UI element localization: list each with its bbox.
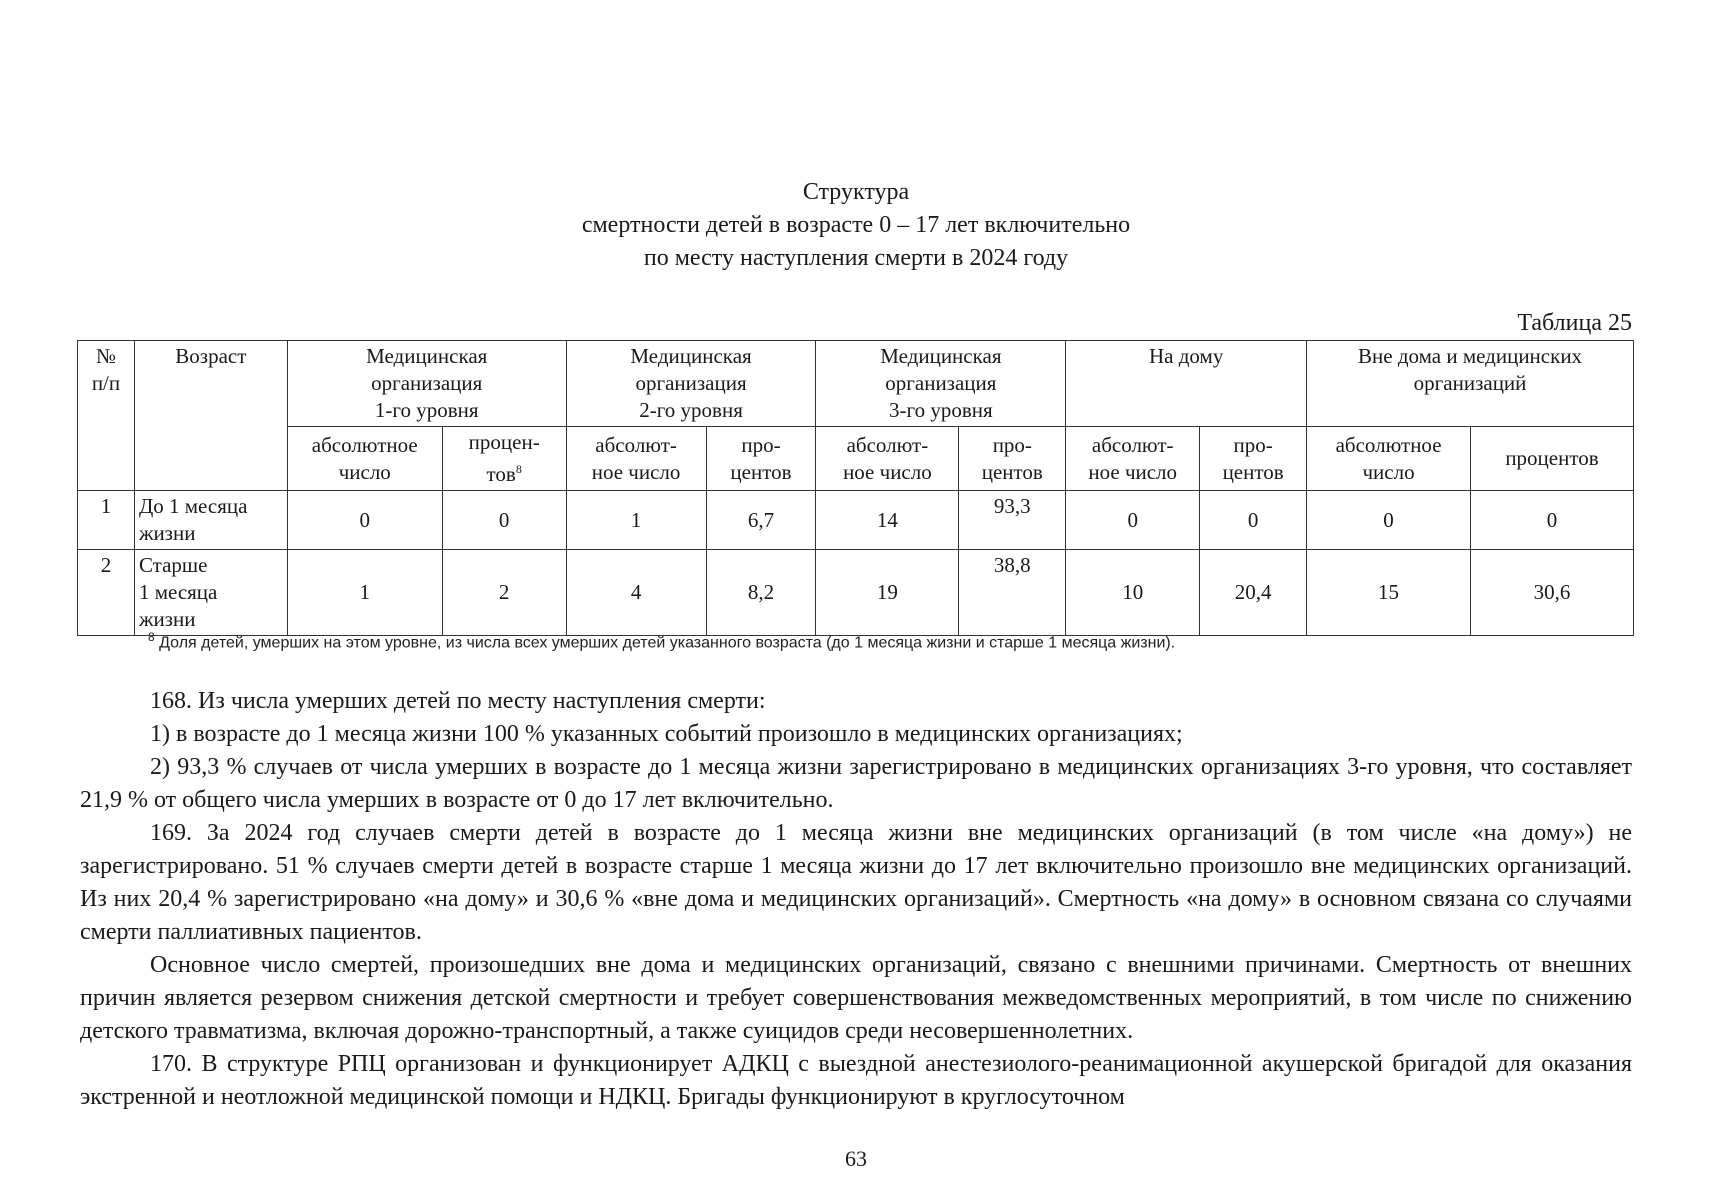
footnote-marker: 8 bbox=[148, 630, 155, 644]
row-num: 1 bbox=[78, 491, 135, 550]
table-cell: 1 bbox=[566, 491, 706, 550]
table-cell: 6,7 bbox=[706, 491, 816, 550]
subheader-pct-3: про- центов bbox=[959, 427, 1066, 491]
table-header-row bbox=[78, 341, 1634, 427]
table-cell: 0 bbox=[287, 491, 442, 550]
table-subheader-row bbox=[78, 427, 1634, 491]
row-age: До 1 месяца жизни bbox=[134, 491, 287, 550]
table-cell: 93,3 bbox=[959, 491, 1066, 550]
table-row bbox=[78, 491, 1634, 550]
table-cell: 10 bbox=[1066, 550, 1200, 636]
table-cell: 0 bbox=[1471, 491, 1634, 550]
header-mo-level-3: Медицинская организация 3-го уровня bbox=[816, 341, 1066, 427]
title-line-2: смертности детей в возрасте 0 – 17 лет включительно bbox=[581, 212, 1131, 238]
header-home: На дому bbox=[1066, 341, 1307, 427]
table-cell: 0 bbox=[1307, 491, 1471, 550]
row-num: 2 bbox=[78, 550, 135, 636]
header-mo-level-2: Медицинская организация 2-го уровня bbox=[566, 341, 816, 427]
table-cell: 20,4 bbox=[1200, 550, 1307, 636]
footnote-ref: 8 bbox=[515, 462, 522, 476]
table-cell: 0 bbox=[1066, 491, 1200, 550]
table-label: Таблица 25 bbox=[1517, 310, 1632, 336]
table-cell: 38,8 bbox=[959, 550, 1066, 636]
header-age: Возраст bbox=[134, 341, 287, 491]
table-cell: 0 bbox=[442, 491, 566, 550]
header-num: № п/п bbox=[78, 341, 135, 491]
document-title bbox=[0, 176, 1712, 275]
subheader-pct-5: процентов bbox=[1471, 427, 1634, 491]
title-line-1: Структура bbox=[802, 179, 910, 205]
title-line-3: по месту наступления смерти в 2024 году bbox=[643, 245, 1069, 271]
table-cell: 19 bbox=[816, 550, 959, 636]
footnote-text: Доля детей, умерших на этом уровне, из числа всех умерших детей указанного возраста (до 1 месяца жизни и старше 1 месяца жизни). bbox=[154, 634, 1176, 652]
paragraph: 2) 93,3 % случаев от числа умерших в возрасте до 1 месяца жизни зарегистрировано в медицинских организациях 3-го уровня, что составляет 21,9 % от общего числа умерших в возрасте от 0 до 17 лет включительно. bbox=[80, 754, 1632, 813]
row-age: Старше 1 месяца жизни bbox=[134, 550, 287, 636]
table-cell: 30,6 bbox=[1471, 550, 1634, 636]
paragraph: 169. За 2024 год случаев смерти детей в возрасте до 1 месяца жизни вне медицинских организаций (в том числе «на дому») не зарегистрировано. 51 % случаев смерти детей в возрасте старше 1 месяца жизни до 17 лет включительно произошло вне медицинских организаций. Из них 20,4 % зарегистрировано «на дому» и 30,6 % «вне дома и медицинских организаций». Смертность «на дому» в основном связана со случаями смерти паллиативных пациентов. bbox=[80, 820, 1632, 945]
table-cell: 14 bbox=[816, 491, 959, 550]
subheader-abs-4: абсолют- ное число bbox=[1066, 427, 1200, 491]
subheader-pct-1 bbox=[442, 427, 566, 491]
page-number: 63 bbox=[845, 1146, 867, 1171]
footnote bbox=[148, 630, 1175, 652]
table-cell: 2 bbox=[442, 550, 566, 636]
subheader-pct-4: про- центов bbox=[1200, 427, 1307, 491]
table-cell: 4 bbox=[566, 550, 706, 636]
table-cell: 0 bbox=[1200, 491, 1307, 550]
paragraph: 1) в возрасте до 1 месяца жизни 100 % указанных событий произошло в медицинских организациях; bbox=[150, 721, 1183, 747]
subheader-abs-3: абсолют- ное число bbox=[816, 427, 959, 491]
table-cell: 1 bbox=[287, 550, 442, 636]
paragraph: 168. Из числа умерших детей по месту наступления смерти: bbox=[150, 688, 766, 714]
table-cell: 15 bbox=[1307, 550, 1471, 636]
table-row bbox=[78, 550, 1634, 636]
table-cell: 8,2 bbox=[706, 550, 816, 636]
header-mo-level-1: Медицинская организация 1-го уровня bbox=[287, 341, 566, 427]
body-text bbox=[80, 685, 1632, 1114]
mortality-table bbox=[77, 340, 1634, 636]
paragraph: Основное число смертей, произошедших вне дома и медицинских организаций, связано с внешними причинами. Смертность от внешних причин является резервом снижения детской смертности и требует совершенствования межведомственных мероприятий, в том числе по снижению детского травматизма, включая дорожно-транспортный, а также суицидов среди несовершеннолетних. bbox=[80, 952, 1632, 1044]
subheader-abs-5: абсолютное число bbox=[1307, 427, 1471, 491]
subheader-abs-2: абсолют- ное число bbox=[566, 427, 706, 491]
subheader-pct-1-text: процен- тов bbox=[468, 430, 540, 486]
subheader-pct-2: про- центов bbox=[706, 427, 816, 491]
header-outside: Вне дома и медицинских организаций bbox=[1307, 341, 1634, 427]
paragraph: 170. В структуре РПЦ организован и функционирует АДКЦ с выездной анестезиолого-реанимационной акушерской бригадой для оказания экстренной и неотложной медицинской помощи и НДКЦ. Бригады функционируют в круглосуточном bbox=[80, 1051, 1632, 1110]
subheader-abs-1: абсолютное число bbox=[287, 427, 442, 491]
